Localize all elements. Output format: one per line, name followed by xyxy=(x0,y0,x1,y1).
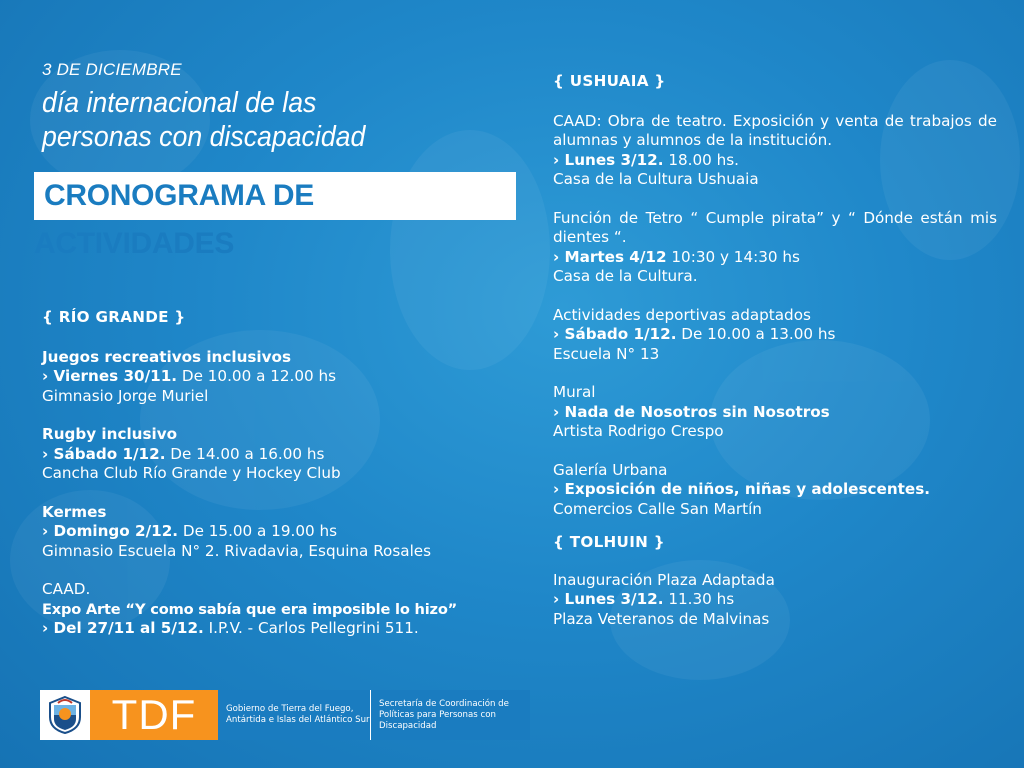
event-item xyxy=(553,306,997,365)
government-label: Gobierno de Tierra del Fuego, Antártida e Islas del Atlántico Sur xyxy=(218,690,370,740)
event-item xyxy=(553,383,997,442)
event-place: Plaza Veteranos de Malvinas xyxy=(553,609,770,628)
event-when: › Martes 4/12 10:30 y 14:30 hs xyxy=(553,247,800,266)
section-heading-rio-grande: { RÍO GRANDE } xyxy=(42,308,186,326)
event-item xyxy=(553,112,997,190)
event-title: Función de Tetro “ Cumple pirata” y “ Dónde están mis dientes “. xyxy=(553,208,997,246)
event-item xyxy=(553,461,997,520)
event-place: Comercios Calle San Martín xyxy=(553,499,762,518)
event-when: › Lunes 3/12. 18.00 hs. xyxy=(553,150,739,169)
event-title: CAAD: Obra de teatro. Exposición y venta de trabajos de alumnas y alumnos de la institución. xyxy=(553,111,997,149)
event-item-caad xyxy=(42,580,482,639)
event-place: Gimnasio Jorge Muriel xyxy=(42,386,209,405)
title-line-1: día internacional de las xyxy=(42,87,317,119)
event-item xyxy=(553,209,997,287)
secretariat-label: Secretaría de Coordinación de Políticas para Personas con Discapacidad xyxy=(370,690,530,740)
event-title: Mural xyxy=(553,383,596,401)
title-line-2: personas con discapacidad xyxy=(42,121,366,153)
event-when: › Del 27/11 al 5/12. I.P.V. - Carlos Pellegrini 511. xyxy=(42,619,419,637)
event-place: Casa de la Cultura Ushuaia xyxy=(553,170,759,188)
event-title: Kermes xyxy=(42,502,107,521)
footer-logo-bar xyxy=(40,690,530,740)
event-when: › Lunes 3/12. 11.30 hs xyxy=(553,590,735,608)
event-place: Cancha Club Río Grande y Hockey Club xyxy=(42,464,341,482)
event-when: › Nada de Nosotros sin Nosotros xyxy=(553,402,830,421)
event-when: › Sábado 1/12. De 10.00 a 13.00 hs xyxy=(553,325,836,343)
event-place: Casa de la Cultura. xyxy=(553,267,698,285)
event-place: Escuela N° 13 xyxy=(553,344,660,363)
header xyxy=(42,60,393,154)
event-place: Gimnasio Escuela N° 2. Rivadavia, Esquina Rosales xyxy=(42,541,432,560)
event-item xyxy=(553,571,997,630)
event-date: 3 DE DICIEMBRE xyxy=(42,60,182,79)
rio-grande-column xyxy=(42,308,482,658)
ushuaia-column xyxy=(553,72,997,648)
event-item xyxy=(42,503,482,562)
event-item xyxy=(42,425,482,484)
event-title: Rugby inclusivo xyxy=(42,425,178,443)
province-seal-icon xyxy=(40,690,90,740)
section-heading-tolhuin: { TOLHUIN } xyxy=(553,533,665,551)
event-when: › Sábado 1/12. De 14.00 a 16.00 hs xyxy=(42,444,325,463)
event-title: Juegos recreativos inclusivos xyxy=(42,347,292,366)
event-when: › Exposición de niños, niñas y adolescentes. xyxy=(553,480,931,498)
event-when: › Viernes 30/11. De 10.00 a 12.00 hs xyxy=(42,367,337,385)
tdf-logo: TDF xyxy=(90,690,218,740)
event-item xyxy=(42,348,482,407)
event-place: Artista Rodrigo Crespo xyxy=(553,422,724,440)
event-title: Actividades deportivas adaptados xyxy=(553,305,811,324)
event-when: › Domingo 2/12. De 15.00 a 19.00 hs xyxy=(42,522,338,540)
schedule-banner: CRONOGRAMA DE ACTIVIDADES xyxy=(34,172,516,220)
event-title: Expo Arte “Y como sabía que era imposible lo hizo” xyxy=(42,600,458,618)
section-heading-ushuaia: { USHUAIA } xyxy=(553,72,666,90)
event-prefix: CAAD. xyxy=(42,580,91,598)
event-title: Inauguración Plaza Adaptada xyxy=(553,570,775,589)
event-title: Galería Urbana xyxy=(553,460,668,479)
page-title xyxy=(42,86,365,154)
